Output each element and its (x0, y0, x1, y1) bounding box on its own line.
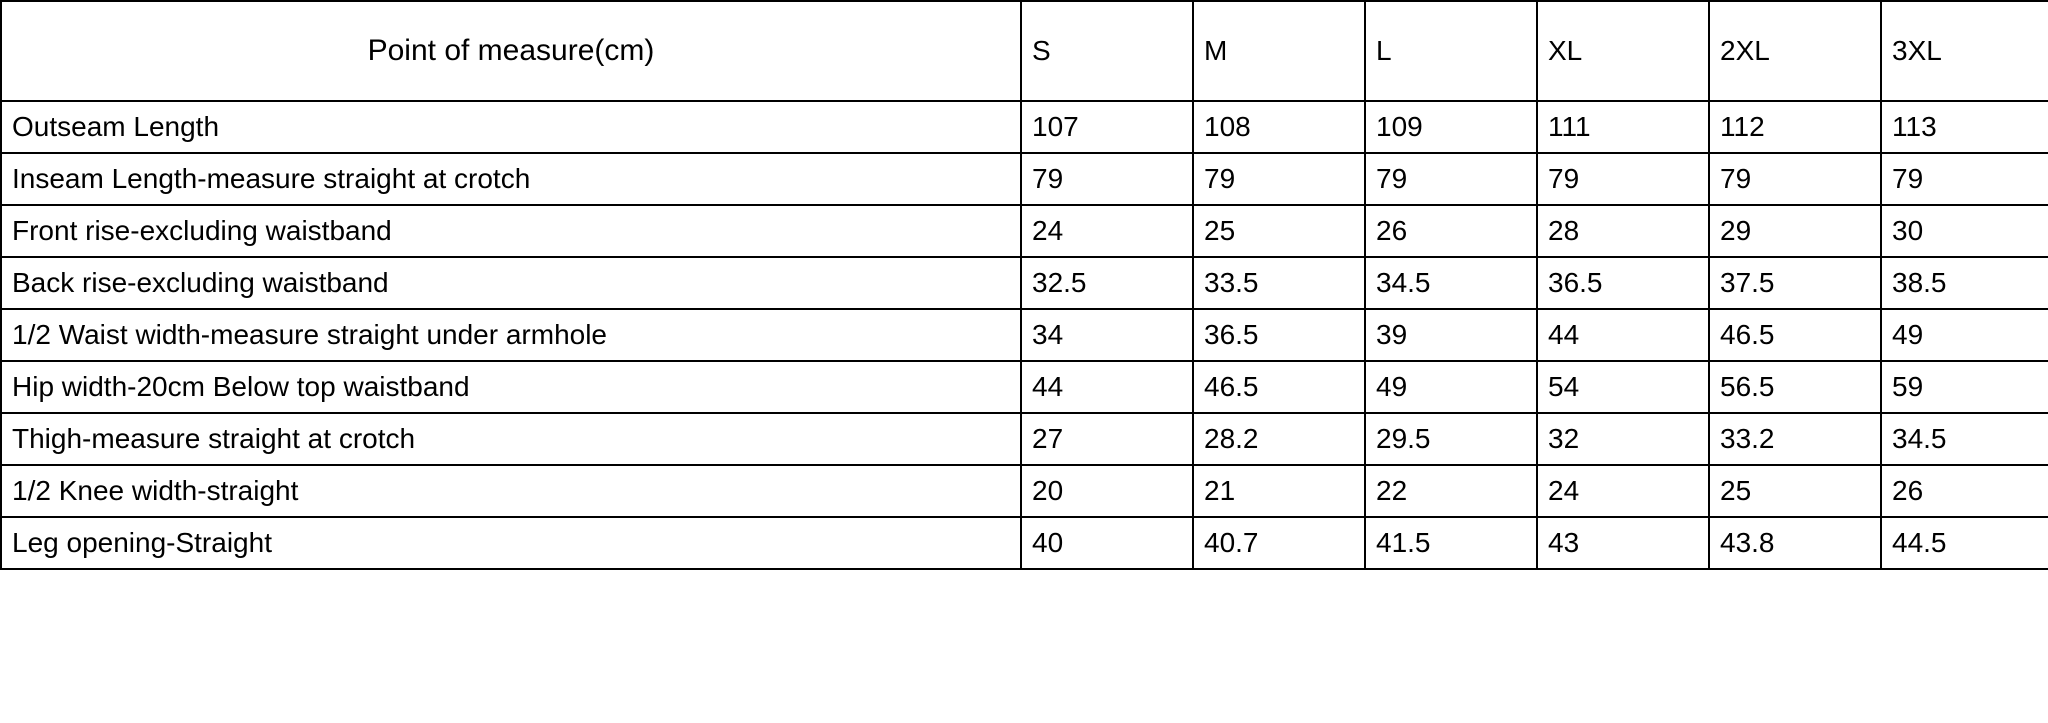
cell-xl: 36.5 (1537, 257, 1709, 309)
cell-s: 24 (1021, 205, 1193, 257)
cell-l: 22 (1365, 465, 1537, 517)
cell-2xl: 79 (1709, 153, 1881, 205)
row-label: Front rise-excluding waistband (1, 205, 1021, 257)
cell-2xl: 37.5 (1709, 257, 1881, 309)
cell-s: 27 (1021, 413, 1193, 465)
table-row (1, 257, 2048, 309)
cell-m: 46.5 (1193, 361, 1365, 413)
cell-m: 28.2 (1193, 413, 1365, 465)
cell-2xl: 43.8 (1709, 517, 1881, 569)
row-label: Leg opening-Straight (1, 517, 1021, 569)
row-label: Hip width-20cm Below top waistband (1, 361, 1021, 413)
cell-l: 41.5 (1365, 517, 1537, 569)
cell-s: 34 (1021, 309, 1193, 361)
cell-xl: 44 (1537, 309, 1709, 361)
table-header (1, 1, 2048, 101)
cell-xl: 28 (1537, 205, 1709, 257)
cell-s: 107 (1021, 101, 1193, 153)
column-header-l: L (1365, 1, 1537, 101)
cell-l: 34.5 (1365, 257, 1537, 309)
column-header-xl: XL (1537, 1, 1709, 101)
cell-m: 33.5 (1193, 257, 1365, 309)
cell-xl: 79 (1537, 153, 1709, 205)
row-label: Outseam Length (1, 101, 1021, 153)
cell-l: 39 (1365, 309, 1537, 361)
cell-2xl: 33.2 (1709, 413, 1881, 465)
cell-m: 25 (1193, 205, 1365, 257)
cell-m: 40.7 (1193, 517, 1365, 569)
cell-2xl: 29 (1709, 205, 1881, 257)
cell-l: 26 (1365, 205, 1537, 257)
table-body (1, 101, 2048, 569)
cell-2xl: 56.5 (1709, 361, 1881, 413)
cell-3xl: 34.5 (1881, 413, 2048, 465)
table-row (1, 517, 2048, 569)
header-row (1, 1, 2048, 101)
column-header-2xl: 2XL (1709, 1, 1881, 101)
cell-xl: 24 (1537, 465, 1709, 517)
cell-m: 108 (1193, 101, 1365, 153)
cell-xl: 43 (1537, 517, 1709, 569)
row-label: 1/2 Waist width-measure straight under armhole (1, 309, 1021, 361)
cell-xl: 54 (1537, 361, 1709, 413)
cell-3xl: 59 (1881, 361, 2048, 413)
cell-3xl: 79 (1881, 153, 2048, 205)
table-row (1, 101, 2048, 153)
cell-2xl: 112 (1709, 101, 1881, 153)
cell-3xl: 26 (1881, 465, 2048, 517)
column-header-3xl: 3XL (1881, 1, 2048, 101)
column-header-s: S (1021, 1, 1193, 101)
column-header-point-of-measure: Point of measure(cm) (1, 1, 1021, 101)
row-label: Thigh-measure straight at crotch (1, 413, 1021, 465)
cell-s: 40 (1021, 517, 1193, 569)
table-row (1, 413, 2048, 465)
cell-3xl: 113 (1881, 101, 2048, 153)
row-label: Back rise-excluding waistband (1, 257, 1021, 309)
table-row (1, 361, 2048, 413)
column-header-m: M (1193, 1, 1365, 101)
cell-s: 20 (1021, 465, 1193, 517)
cell-m: 21 (1193, 465, 1365, 517)
cell-3xl: 44.5 (1881, 517, 2048, 569)
cell-m: 79 (1193, 153, 1365, 205)
cell-l: 79 (1365, 153, 1537, 205)
table-row (1, 309, 2048, 361)
cell-l: 29.5 (1365, 413, 1537, 465)
cell-xl: 32 (1537, 413, 1709, 465)
row-label: 1/2 Knee width-straight (1, 465, 1021, 517)
table-row (1, 205, 2048, 257)
cell-l: 109 (1365, 101, 1537, 153)
cell-3xl: 38.5 (1881, 257, 2048, 309)
cell-m: 36.5 (1193, 309, 1365, 361)
cell-2xl: 25 (1709, 465, 1881, 517)
cell-l: 49 (1365, 361, 1537, 413)
cell-2xl: 46.5 (1709, 309, 1881, 361)
cell-s: 32.5 (1021, 257, 1193, 309)
table-row (1, 153, 2048, 205)
cell-3xl: 49 (1881, 309, 2048, 361)
cell-xl: 111 (1537, 101, 1709, 153)
cell-s: 44 (1021, 361, 1193, 413)
cell-s: 79 (1021, 153, 1193, 205)
cell-3xl: 30 (1881, 205, 2048, 257)
row-label: Inseam Length-measure straight at crotch (1, 153, 1021, 205)
table-row (1, 465, 2048, 517)
